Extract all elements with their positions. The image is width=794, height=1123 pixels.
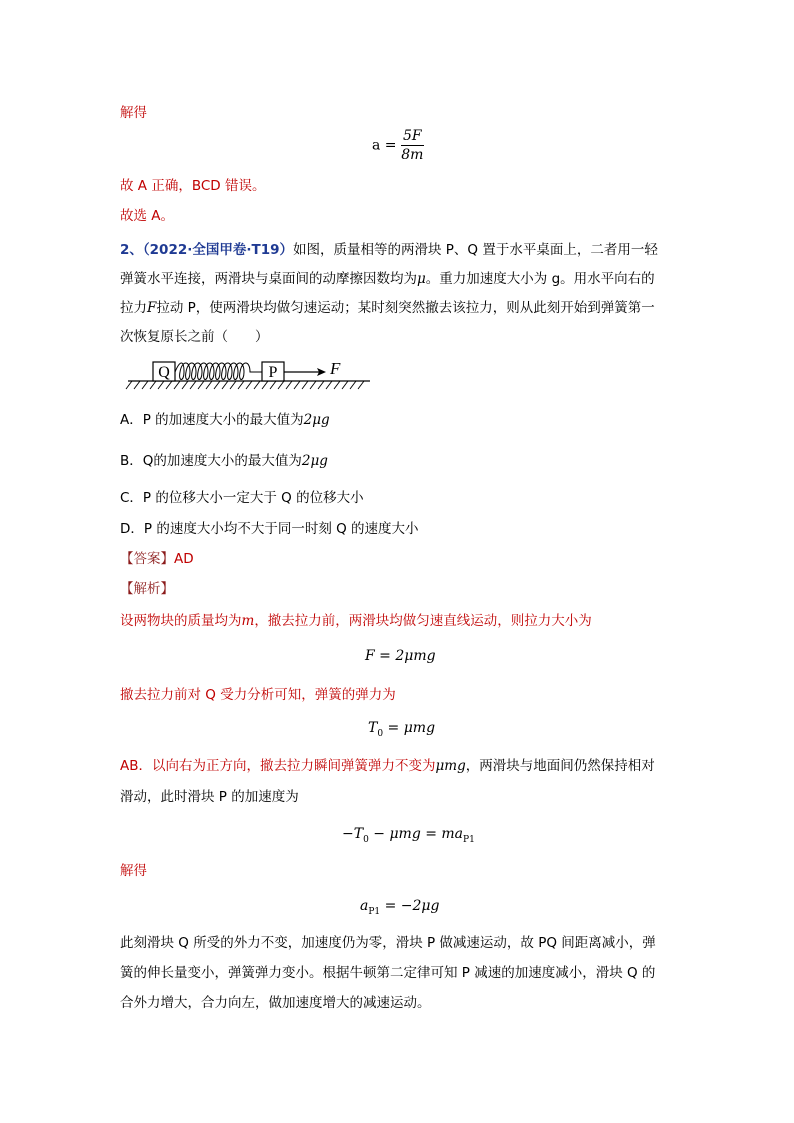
spring-icon [175,363,262,380]
force-label: F [330,359,341,378]
fraction: $\frac{5F}{8m}$ [401,128,424,163]
solution-line-6: 簧的伸长量变小，弹簧弹力变小。根据牛顿第二定律可知 P 减速的加速度减小，滑块 Q 的 [120,965,656,981]
solution-line-1: 设两物块的质量均为m，撤去拉力前，两滑块均做匀速直线运动，则拉力大小为 [120,613,592,629]
block-p-label: P [268,364,278,381]
solution-line-7: 合外力增大，合力向左，做加速度增大的减速运动。 [120,995,431,1011]
spring-blocks-figure [120,356,372,396]
question-number: 2、 [120,242,143,258]
equation-F: F = 2μmg [365,648,436,664]
option-c: C．P 的位移大小一定大于 Q 的位移大小 [120,490,364,506]
solution-choose-a: 故选 A。 [120,208,175,224]
answer-value: AD [174,551,194,567]
answer-label: 【答案】 [120,551,174,567]
answer-line [120,550,194,568]
question-source: （2022·全国甲卷·T19） [142,242,293,258]
analysis-label: 【解析】 [120,581,174,597]
question-line-1: 2、（2022·全国甲卷·T19）如图，质量相等的两滑块 P、Q 置于水平桌面上，二者用一轻 [120,242,658,258]
question-line-2: 弹簧水平连接，两滑块与桌面间的动摩擦因数均为μ。重力加速度大小为 g。用水平向右的 [120,271,655,287]
solution-jiede-1: 解得 [120,105,147,121]
equation-a: a = $\frac{5F}{8m}$ [372,128,424,163]
solution-jiede-2: 解得 [120,863,147,879]
equation-ap1: $a_{P1} = -2\mu g$ [360,898,440,917]
option-a: A．P 的加速度大小的最大值为2μg [120,412,330,428]
solution-line-4: 滑动，此时滑块 P 的加速度为 [120,789,299,805]
equation-T0: $T_0 = \mu mg$ [368,720,436,739]
equation-motion-p: $-T_0 - \mu mg = ma_{P1}$ [342,826,475,845]
solution-line-5: 此刻滑块 Q 所受的外力不变，加速度仍为零，滑块 P 做减速运动，故 PQ 间距离减小，弹 [120,935,656,951]
ground-hatching [126,381,364,389]
question-line-4: 次恢复原长之前（ ） [120,329,269,345]
solution-line-3: AB．以向右为正方向，撤去拉力瞬间弹簧弹力不变为μmg，两滑块与地面间仍然保持相对 [120,758,655,774]
option-b: B．Q的加速度大小的最大值为2μg [120,453,328,469]
option-d: D．P 的速度大小均不大于同一时刻 Q 的速度大小 [120,521,419,537]
block-q-label: Q [158,364,170,381]
solution-line-2: 撤去拉力前对 Q 受力分析可知，弹簧的弹力为 [120,687,396,703]
question-line-3: 拉力F拉动 P，使两滑块均做匀速运动；某时刻突然撤去该拉力，则从此刻开始到弹簧第一 [120,300,655,316]
solution-a-correct: 故 A 正确，BCD 错误。 [120,178,266,194]
